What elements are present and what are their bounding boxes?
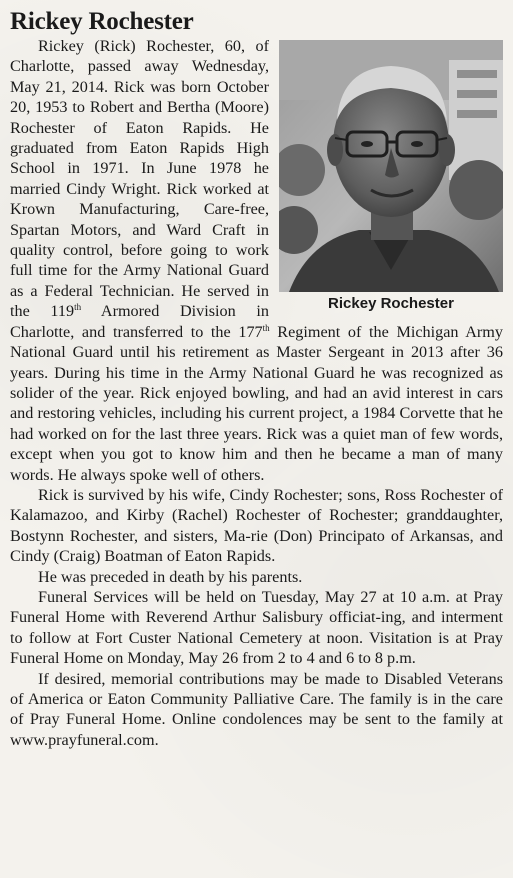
paragraph-services: Funeral Services will be held on Tuesday, May 27 at 10 a.m. at Pray Funeral Home with Reverend Arthur Salisbury officiat-ing, and interment to follow at Fort Custer National Cemetery at noon. Visitation is at Pray Funeral Home on Monday, May 26 from 2 to 4 and 6 to 8 p.m. xyxy=(10,587,503,668)
ordinal-suffix: th xyxy=(262,322,270,333)
obituary-title: Rickey Rochester xyxy=(10,8,194,35)
portrait-illustration xyxy=(279,40,503,292)
portrait-photo xyxy=(279,40,503,292)
bio-text-part1: Rickey (Rick) Rochester, 60, of Charlotte, passed away Wednesday, May 21, 2014. Rick was born October 20, 1953 to Robert and Bertha (Moore) Rochester of Eaton Rapids. He graduated from Eaton Rapids High School in 1971. In June 1978 he married Cindy Wright. Rick worked at Krown Manufacturing, Care-free, Spartan Motors, and Ward Craft in quality control, before going to work full time for the Army National Guard as a Federal Technician. He served in the 119 xyxy=(10,37,269,321)
paragraph-memorials: If desired, memorial contributions may be made to Disabled Veterans of America or Eaton Community Palliative Care. The family is in the care of Pray Funeral Home. Online condolences may be sent to the family at www.prayfuneral.com. xyxy=(10,669,503,749)
photo-container xyxy=(279,40,503,313)
bio-text-part3: Regiment of the Michigan Army National Guard until his retirement as Master Sergeant in 2013 after 36 years. During his time in the Army National Guard he was recognized as solider of the year. Rick enjoyed bowling, and had an avid interest in cars and restoring vehicles, including his current project, a 1984 Corvette that he had worked on for the last three years. Rick was a quiet man of few words, except when you got to know him and then he became a man of many words. He always spoke well of others. xyxy=(10,322,503,484)
photo-caption: Rickey Rochester xyxy=(328,295,454,312)
paragraph-preceded: He was preceded in death by his parents. xyxy=(38,567,303,586)
bio-text-part2: Armored Division in Charlotte, and transferred to the 177 xyxy=(10,302,269,341)
paragraph-survivors: Rick is survived by his wife, Cindy Rochester; sons, Ross Rochester of Kalamazoo, and Kirby (Rachel) Rochester of Rochester; granddaughter, Bostynn Rochester, and sisters, Ma-rie (Don) Principato of Arkansas, and Cindy (Craig) Boatman of Eaton Rapids. xyxy=(10,485,503,566)
ordinal-suffix: th xyxy=(74,302,82,313)
